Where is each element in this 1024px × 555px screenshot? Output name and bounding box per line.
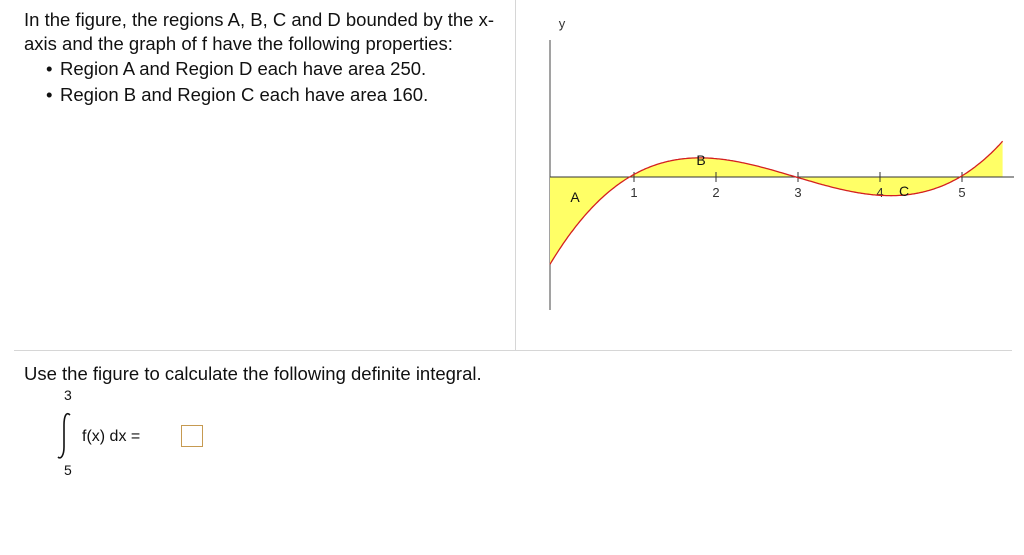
tick-label-4: 4 — [876, 185, 884, 200]
region-label-b: B — [696, 152, 706, 168]
y-axis-label: y — [558, 16, 566, 31]
tick-label-3: 3 — [794, 185, 802, 200]
function-graph — [516, 0, 1016, 345]
property-item: • Region B and Region C each have area 160. — [60, 82, 504, 108]
horizontal-divider — [14, 350, 1012, 351]
region-label-a: A — [570, 189, 580, 205]
question-prompt: Use the figure to calculate the following definite integral. — [24, 363, 482, 384]
function-curve — [550, 141, 1003, 264]
integral-expression — [24, 385, 224, 485]
tick-label-2: 2 — [712, 185, 720, 200]
tick-label-1: 1 — [630, 185, 638, 200]
property-list — [24, 56, 504, 108]
integrand: f(x) dx = — [82, 428, 141, 445]
integral-sign-icon — [54, 411, 76, 461]
answer-input[interactable] — [181, 425, 203, 447]
lower-limit: 5 — [64, 462, 72, 478]
shaded-regions — [550, 141, 1003, 264]
region-label-c: C — [898, 183, 910, 199]
problem-intro: In the figure, the regions A, B, C and D bounded by the x-axis and the graph of f have the following properties: — [24, 9, 494, 54]
tick-label-5: 5 — [958, 185, 966, 200]
upper-limit: 3 — [64, 387, 72, 403]
property-item: • Region A and Region D each have area 250. — [60, 56, 504, 82]
problem-statement — [24, 8, 504, 108]
